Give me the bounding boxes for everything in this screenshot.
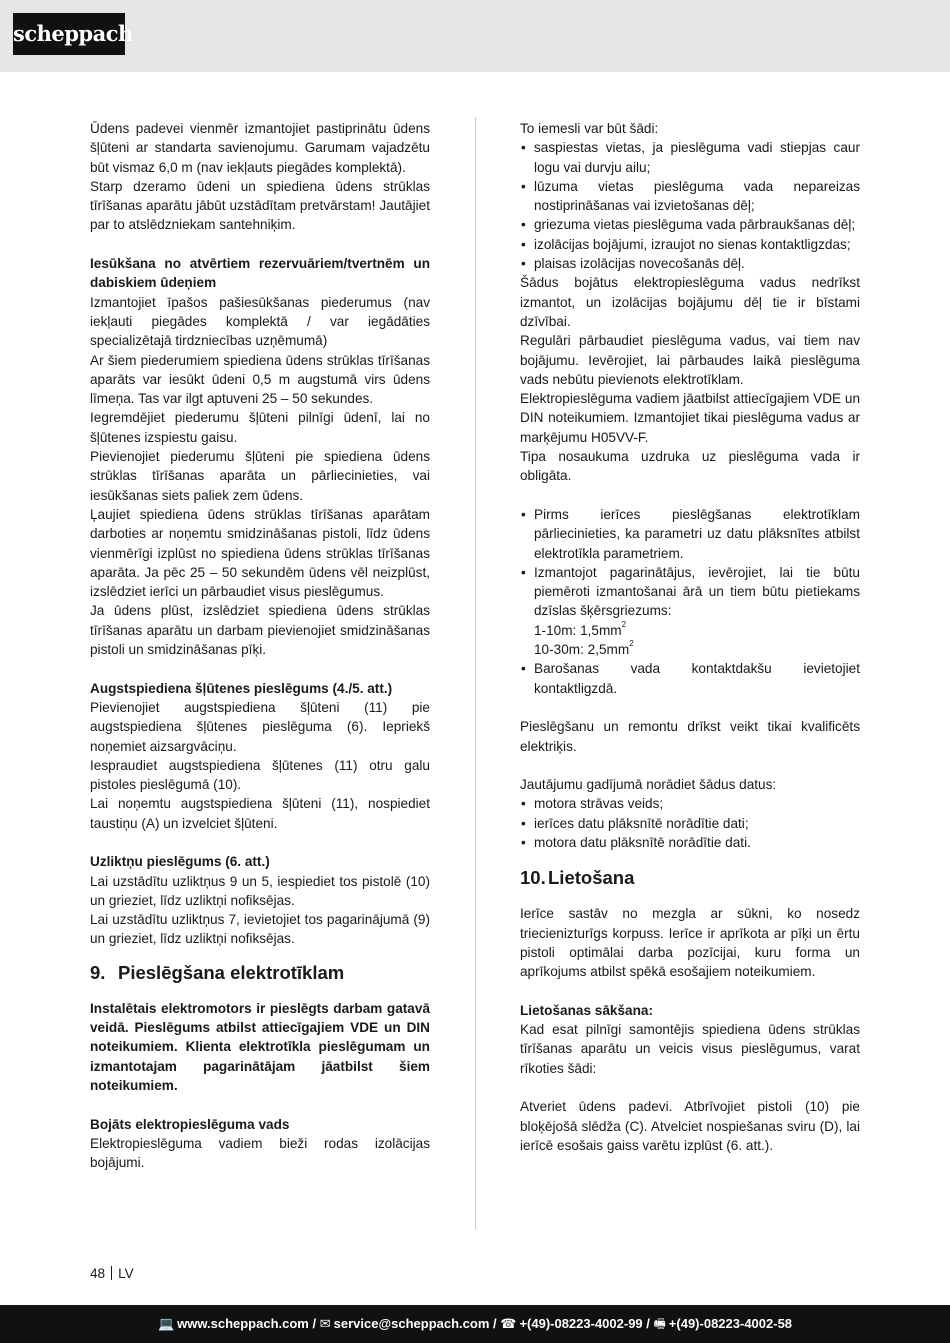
email-link[interactable]: service@scheppach.com / — [333, 1316, 497, 1331]
subheading-nozzle: Uzliktņu pieslēgums (6. att.) — [90, 854, 270, 870]
fax-number: +(49)-08223-4002-58 — [668, 1316, 793, 1331]
website-link[interactable]: www.scheppach.com / — [177, 1316, 317, 1331]
section-9-heading — [90, 961, 430, 985]
section-title: Pieslēgšana elektrotīklam — [118, 961, 345, 983]
list-item: • ierīces datu plāksnītē norādītie dati; — [520, 814, 860, 833]
paragraph: Elektropieslēguma vadiem jāatbilst attiecīgajiem VDE un DIN noteikumiem. Izmantojiet tikai pieslēguma vadus ar marķējumu H05VV-F. — [520, 391, 861, 445]
list-item-text: Izmantojot pagarinātājus, ievērojiet, lai tie būtu piemēroti izmantošanai ārā un tiem būtu pietiekams dzīslas šķērsgriezums: — [534, 564, 860, 619]
paragraph: Jautājumu gadījumā norādiet šādus datus: — [520, 777, 777, 793]
paragraph: Ar šiem piederumiem spiediena ūdens strūklas tīrīšanas aparāts var iesūkt ūdeni 0,5 m augstumā virs ūdens līmeņa. Tas var ilgt aptuveni 25 – 50 sekundes. — [90, 352, 430, 407]
superscript: 2 — [629, 639, 634, 649]
list-item — [520, 563, 860, 659]
computer-icon: 💻 — [157, 1316, 175, 1331]
paragraph: Kad esat pilnīgi samontējis spiediena ūdens strūklas tīrīšanas aparātu un veicis visus pieslēgumus, varat rīkoties šādi: — [520, 1022, 860, 1076]
section-title: Lietošana — [548, 867, 635, 889]
list-item: • griezuma vietas pieslēguma vada pārbraukšanas dēļ; — [520, 215, 860, 234]
paragraph: Izmantojiet īpašos pašiesūkšanas piederumus (nav iekļauti piegādes komplektā / var iegādāties specializētajā tirdzniecības uzņēmumā) — [90, 294, 430, 349]
paragraph: Lai noņemtu augstspiediena šļūteni (11), nospiediet taustiņu (A) un izvelciet šļūteni. — [90, 796, 430, 831]
language-code: LV — [118, 1266, 134, 1281]
paragraph: Elektropieslēguma vadiem bieži rodas izolācijas bojājumi. — [90, 1135, 430, 1171]
cross-section-1: 1-10m: 1,5mm — [534, 622, 622, 638]
list-item: • lūzuma vietas pieslēguma vada nepareizas nostiprināšanas vai izvietošanas dēļ; — [520, 177, 860, 216]
paragraph: Lai uzstādītu uzliktņus 7, ievietojiet tos pagarinājumā (9) un grieziet, līdz uzliktņi nofiksējas. — [90, 912, 430, 947]
phone-number: +(49)-08223-4002-99 / — [519, 1316, 650, 1331]
left-column — [90, 119, 430, 1172]
paragraph: Pievienojiet augstspiediena šļūteni (11) pie augstspiediena šļūtenes pieslēguma (6). Iepriekš noņemiet aizsargvāciņu. — [90, 699, 430, 754]
page-number: 48 — [90, 1266, 106, 1281]
subheading-damaged: Bojāts elektropieslēguma vads — [90, 1116, 290, 1132]
paragraph: Iegremdējiet piederumu šļūteni pilnīgi ūdenī, lai no šļūtenes izspiestu gaisu. — [90, 410, 430, 445]
superscript: 2 — [621, 619, 627, 629]
paragraph: Lai uzstādītu uzliktņus 9 un 5, iespiediet tos pistolē (10) un grieziet, līdz uzliktņi nofiksējas. — [90, 873, 430, 908]
brand-logo: scheppach — [13, 13, 125, 55]
list-item: • Barošanas vada kontaktdakšu ievietojiet kontaktligzdā. — [520, 659, 860, 698]
paragraph: Ja ūdens plūst, izslēdziet spiediena ūdens strūklas tīrīšanas aparātu un darbam pievienojiet smidzināšanas pistoli un smidzināšanas pīķi. — [90, 603, 430, 658]
header-bar — [0, 0, 950, 72]
list-item: • Pirms ierīces pieslēgšanas elektrotīklam pārliecinieties, ka parametri uz datu plāksnītes atbilst elektrotīkla parametriem. — [520, 505, 860, 563]
list-item: • motora datu plāksnītē norādītie dati. — [520, 833, 860, 852]
paragraph: Šādus bojātus elektropieslēguma vadus nedrīkst izmantot, un izolācijas bojājumu dēļ tie ir bīstami dzīvībai. — [520, 275, 860, 329]
subheading-start: Lietošanas sākšana: — [520, 1002, 653, 1018]
list-item: • izolācijas bojājumi, izraujot no sienas kontaktligzdas; — [520, 235, 860, 254]
cross-section-2: 10-30m: 2,5mm — [534, 642, 630, 658]
page-footer — [90, 1266, 134, 1281]
section-10-heading — [520, 866, 860, 890]
paragraph: Iespraudiet augstspiediena šļūtenes (11) otru galu pistoles pieslēgumā (10). — [90, 757, 430, 793]
paragraph: Regulāri pārbaudiet pieslēguma vadus, vai tiem nav bojājumu. Ievērojiet, lai pārbaudes laikā pieslēguma vads nebūtu pievienots elektrotīklam. — [520, 333, 860, 387]
paragraph: Pieslēgšanu un remontu drīkst veikt tikai kvalificēts elektriķis. — [520, 719, 860, 754]
phone-icon: ☎ — [500, 1316, 517, 1331]
list-item: • plaisas izolācijas novecošanās dēļ. — [520, 254, 860, 273]
section-number: 10. — [520, 867, 546, 889]
fax-icon: 🖷 — [653, 1316, 666, 1331]
reasons-list — [520, 138, 860, 273]
footer-separator — [111, 1266, 112, 1280]
section-number: 9. — [90, 961, 106, 983]
right-column — [520, 119, 860, 1155]
paragraph-bold: Instalētais elektromotors ir pieslēgts darbam gatavā veidā. Pieslēgums atbilst attiecīgajiem VDE un DIN noteikumiem. Klienta elektrotīkla pieslēgumam un izmantotajam pagarinātājam jāatbilst šiem noteikumiem. — [90, 1000, 430, 1093]
paragraph: Pievienojiet piederumu šļūteni pie spiediena ūdens strūklas tīrīšanas aparāta un pārliecinieties, vai iesūkšanas siets paliek zem ūdens. — [90, 449, 430, 503]
paragraph: Starp dzeramo ūdeni un spiediena ūdens strūklas tīrīšanas aparātu jābūt uzstādītam pretvārstam! Jautājiet par to atslēdzniekam santehniķim. — [90, 178, 430, 233]
paragraph: Tipa nosaukuma uzdruka uz pieslēguma vada ir obligāta. — [520, 449, 860, 484]
subheading-hose: Augstspiediena šļūtenes pieslēgums (4./5. att.) — [90, 680, 393, 696]
paragraph: Ļaujiet spiediena ūdens strūklas tīrīšanas aparātam darboties ar noņemtu smidzināšanas pistoli, līdz ūdens vienmērīgi izplūst no spiediena ūdens strūklas tīrīšanas aparāta. Ja pēc 25 – 50 sekundēm ūdens vēl neizplūst, izslēdziet ierīci un pārbaudiet visus pieslēgumus. — [90, 506, 430, 600]
paragraph: Ierīce sastāv no mezgla ar sūkni, ko nosedz triecienizturīgs korpuss. Ierīce ir aprīkota ar pīķi un ērtu pistoli optimālai darba pozīcijai, kuru forma un aprīkojums atbilst spēkā esošajiem noteikumiem. — [520, 906, 860, 980]
list-item: • saspiestas vietas, ja pieslēguma vadi stiepjas caur logu vai durvju ailu; — [520, 138, 860, 177]
subheading-suction: Iesūkšana no atvērtiem rezervuāriem/tvertnēm un dabiskiem ūdeņiem — [90, 256, 430, 291]
list-item: • motora strāvas veids; — [520, 794, 860, 813]
paragraph: Ūdens padevei vienmēr izmantojiet pastiprinātu ūdens šļūteni ar standarta savienojumu. Garumam vajadzētu būt vismaz 6,0 m (nav iekļauts piegādes komplektā). — [90, 121, 430, 175]
mail-icon: ✉ — [319, 1316, 331, 1331]
paragraph: To iemesli var būt šādi: — [520, 121, 659, 136]
paragraph: Atveriet ūdens padevi. Atbrīvojiet pistoli (10) pie bloķējošā slēdža (C). Atvelciet nospiešanas sviru (D), lai ierīcē esošais gaiss varētu izplūst (6. att.). — [520, 1099, 860, 1153]
questions-list — [520, 794, 860, 852]
requirements-list — [520, 505, 860, 698]
column-divider — [475, 117, 476, 1229]
contact-bar — [0, 1305, 950, 1343]
